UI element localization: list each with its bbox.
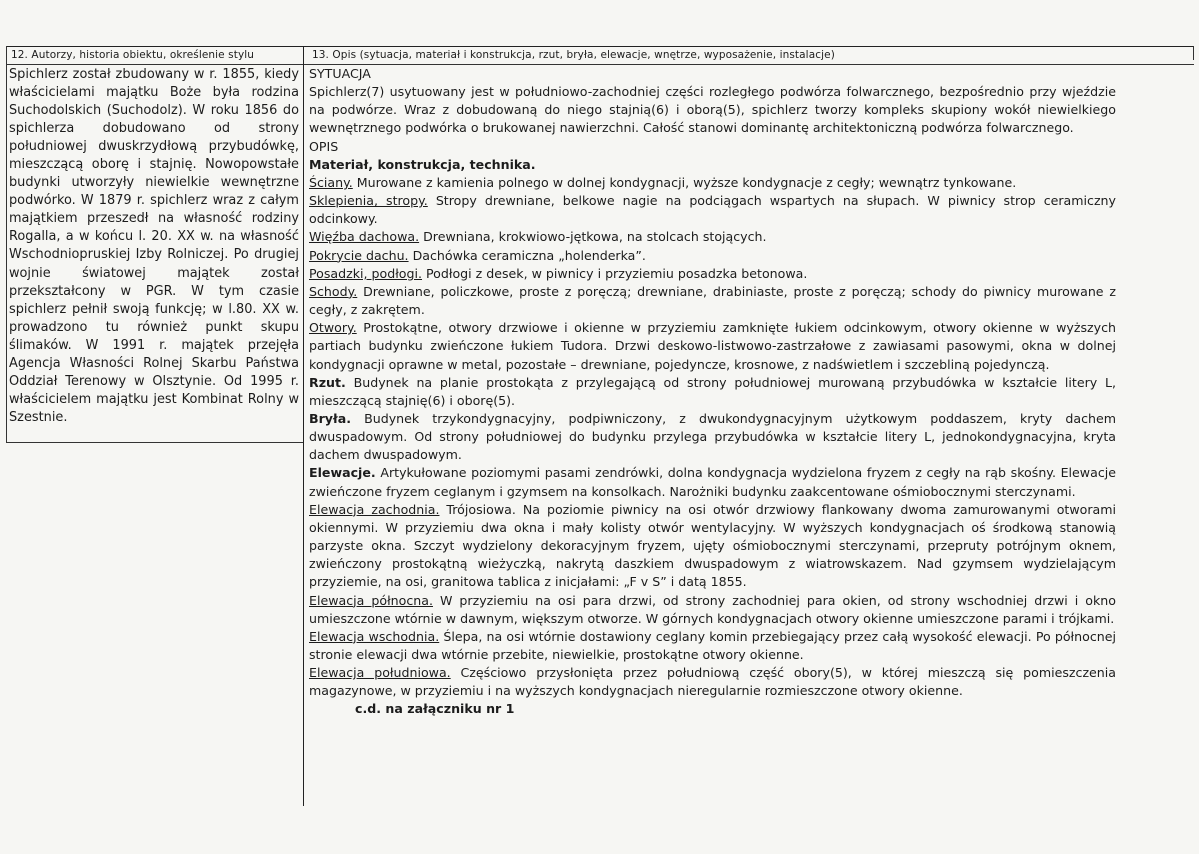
- facade-text: W przyziemiu na osi para drzwi, od strony zachodniej para okien, od strony wschodniej drzwi i okno umieszczone wtórnie w dawnym, większym otworze. W górnych kondygnacjach otwory okienne umieszczone parami i trójkami.: [309, 592, 1116, 626]
- item-stairs: [309, 283, 1116, 319]
- item-label: Schody.: [309, 283, 358, 299]
- history-text: Spichlerz został zbudowany w r. 1855, kiedy właścicielami majątku Boże była rodzina Suchodolskich (Suchodolz). W roku 1856 do spichlerza dobudowano od strony południowej dwuskrzydłową przybudówkę, mieszczącą oborę i stajnię. Nowopowstałe budynki utworzyły niewielkie wewnętrzne podwórko. W 1879 r. spichlerz wraz z całym majątkiem przeszedł na własność rodziny Rogalla, a w końcu l. 20. XX w. na własność Wschodniopruskiej Izby Rolniczej. Po drugiej wojnie światowej majątek został przekształcony w PGR. W tym czasie spichlerz pełnił swoją funkcję; w l.80. XX w. prowadzono tu również punkt skupu ślimaków. W 1991 r. majątek przejęła Agencja Własności Rolnej Skarbu Państwa Oddział Terenowy w Olsztynie. Od 1995 r. właścicielem majątku jest Kombinat Rolny w Szestnie.: [9, 67, 299, 425]
- item-ceilings: [309, 192, 1116, 228]
- facade-label: Elewacja południowa.: [309, 665, 451, 681]
- section-13-header: 13. Opis (sytuacja, materiał i konstrukcja, rzut, bryła, elewacje, wnętrze, wyposażenie, instalacje): [312, 49, 835, 61]
- facade-label: Elewacja wschodnia.: [309, 628, 440, 644]
- item-roof-truss: [309, 228, 1116, 246]
- item-openings: [309, 319, 1116, 373]
- facade-text: Ślepa, na osi wtórnie dostawiony ceglany komin przebiegający przez całą wysokość elewacji. Po północnej stronie elewacji dwa wtórnie przebite, niewielkie, prostokątne otwory okienne.: [309, 628, 1116, 662]
- item-text: Drewniana, krokwiowo-jętkowa, na stolcach stojących.: [419, 229, 767, 245]
- facade-label: Elewacja zachodnia.: [309, 501, 440, 517]
- item-floors: [309, 265, 1116, 283]
- left-column-border: [6, 46, 7, 442]
- item-walls: [309, 174, 1116, 192]
- item-text: Stropy drewniane, belkowe nagie na podciągach wspartych na słupach. W piwnicy strop ceramiczny odcinkowy.: [309, 193, 1116, 227]
- item-label: Posadzki, podłogi.: [309, 265, 423, 281]
- continuation-note: c.d. na załączniku nr 1: [355, 701, 515, 717]
- bryla-text: Budynek trzykondygnacyjny, podpiwniczony, z dwukondygnacyjnym użytkowym poddaszem, kryty dachem dwuspadowym. Od strony południowej do budynku przylega przybudówka w kształcie litery L, jednokondygnacyjna, kryta dachem dwuspadowym.: [309, 410, 1116, 463]
- rzut-text: Budynek na planie prostokąta z przylegającą od strony południowej murowaną przybudówka w kształcie litery L, mieszczącą stajnię(6) i oborę(5).: [309, 374, 1116, 408]
- item-text: Podłogi z desek, w piwnicy i przyziemiu posadzka betonowa.: [422, 265, 808, 281]
- item-label: Więźba dachowa.: [309, 229, 420, 245]
- material-heading: Materiał, konstrukcja, technika.: [309, 156, 536, 172]
- section-12-header: 12. Autorzy, historia obiektu, określenie stylu: [11, 49, 255, 61]
- facade-text: Trójosiowa. Na poziomie piwnicy na osi otwór drzwiowy flankowany dwoma zamurowanymi otworami okiennymi. W przyziemiu dwa okna i mały kolisty otwór wentylacyjny. W wyższych kondygnacjach oś środkową stanowią parzyste okna. Szczyt wydzielony dekoracyjnym fryzem, ujęty ośmiobocznymi sterczynami, przepruty potrójnym oknem, zwieńczony prostokątną wieżyczką, nakrytą daszkiem dwuspadowym z wiatrowskazem. Nad gzymsem wydzielającym przyziemie, na osi, granitowa tablica z inicjałami: „F v S” i datą 1855.: [309, 501, 1117, 590]
- item-text: Drewniane, policzkowe, proste z poręczą; drewniane, drabiniaste, proste z poręczą; schody do piwnicy murowane z cegły, z zakrętem.: [309, 283, 1116, 318]
- item-text: Dachówka ceramiczna „holenderka”.: [408, 247, 646, 263]
- facade-east: [309, 628, 1116, 664]
- left-column-bottom-border: [6, 442, 303, 443]
- situation-paragraph: Spichlerz(7) usytuowany jest w południowo-zachodniej części rozległego podwórza folwarcznego, bezpośrednio przy wjeździe na podwórze. Wraz z dobudowaną do niego stajnią(6) i oborą(5), spichlerz tworzy kompleks skupiony wokół niewielkiego wewnętrznego podwórka o brukowanej nawierzchni. Całość stanowi dominantę architektoniczną podwórza folwarcznego.: [309, 84, 1116, 136]
- item-label: Sklepienia, stropy.: [309, 193, 428, 209]
- elewacje-label: Elewacje.: [309, 465, 376, 481]
- elewacje-paragraph: [309, 464, 1116, 500]
- elewacje-text: Artykułowane poziomymi pasami zendrówki, dolna kondygnacja wydzielona fryzem z cegły na rąb skośny. Elewacje zwieńczone fryzem ceglanym i gzymsem na konsolkach. Narożniki budynku zaakcentowane ośmiobocznymi sterczynami.: [309, 465, 1116, 499]
- item-roofing: [309, 247, 1116, 265]
- item-label: Pokrycie dachu.: [309, 247, 409, 263]
- rzut-paragraph: [309, 374, 1116, 410]
- facade-text: Częściowo przysłonięta przez południową część obory(5), w której mieszczą się pomieszczenia magazynowe, w przyziemiu i na wyższych kondygnacjach nieregularnie rozmieszczone otwory okienne.: [309, 665, 1116, 699]
- item-text: Prostokątne, otwory drzwiowe i okienne w przyziemiu zamknięte łukiem odcinkowym, otwory okienne w wyższych partiach budynku zwieńczone łukiem Tudora. Drzwi deskowo-listwowo-zastrzałowe z zawiasami pasowymi, okna w dolnej kondygnacji oprawne w metal, pozostałe – drewniane, pojedyncze, krosnowe, z nadświetlem i szczebliną pojedynczą.: [309, 320, 1116, 372]
- situation-heading: SYTUACJA: [309, 66, 371, 81]
- item-text: Murowane z kamienia polnego w dolnej kondygnacji, wyższe kondygnacje z cegły; wewnątrz tynkowane.: [352, 174, 1017, 190]
- item-label: Otwory.: [309, 320, 357, 336]
- facade-north: [309, 592, 1116, 628]
- item-label: Ściany.: [309, 174, 353, 190]
- description-body: [309, 65, 1116, 719]
- column-divider: [303, 46, 304, 806]
- bryla-label: Bryła.: [309, 410, 351, 426]
- rzut-label: Rzut.: [309, 374, 346, 390]
- bryla-paragraph: [309, 410, 1116, 464]
- form-top-rule: [6, 46, 1194, 47]
- right-edge-border: [1193, 46, 1194, 60]
- opis-heading: OPIS: [309, 138, 339, 154]
- facade-label: Elewacja północna.: [309, 592, 433, 608]
- facade-west: [309, 501, 1116, 592]
- facade-south: [309, 664, 1116, 700]
